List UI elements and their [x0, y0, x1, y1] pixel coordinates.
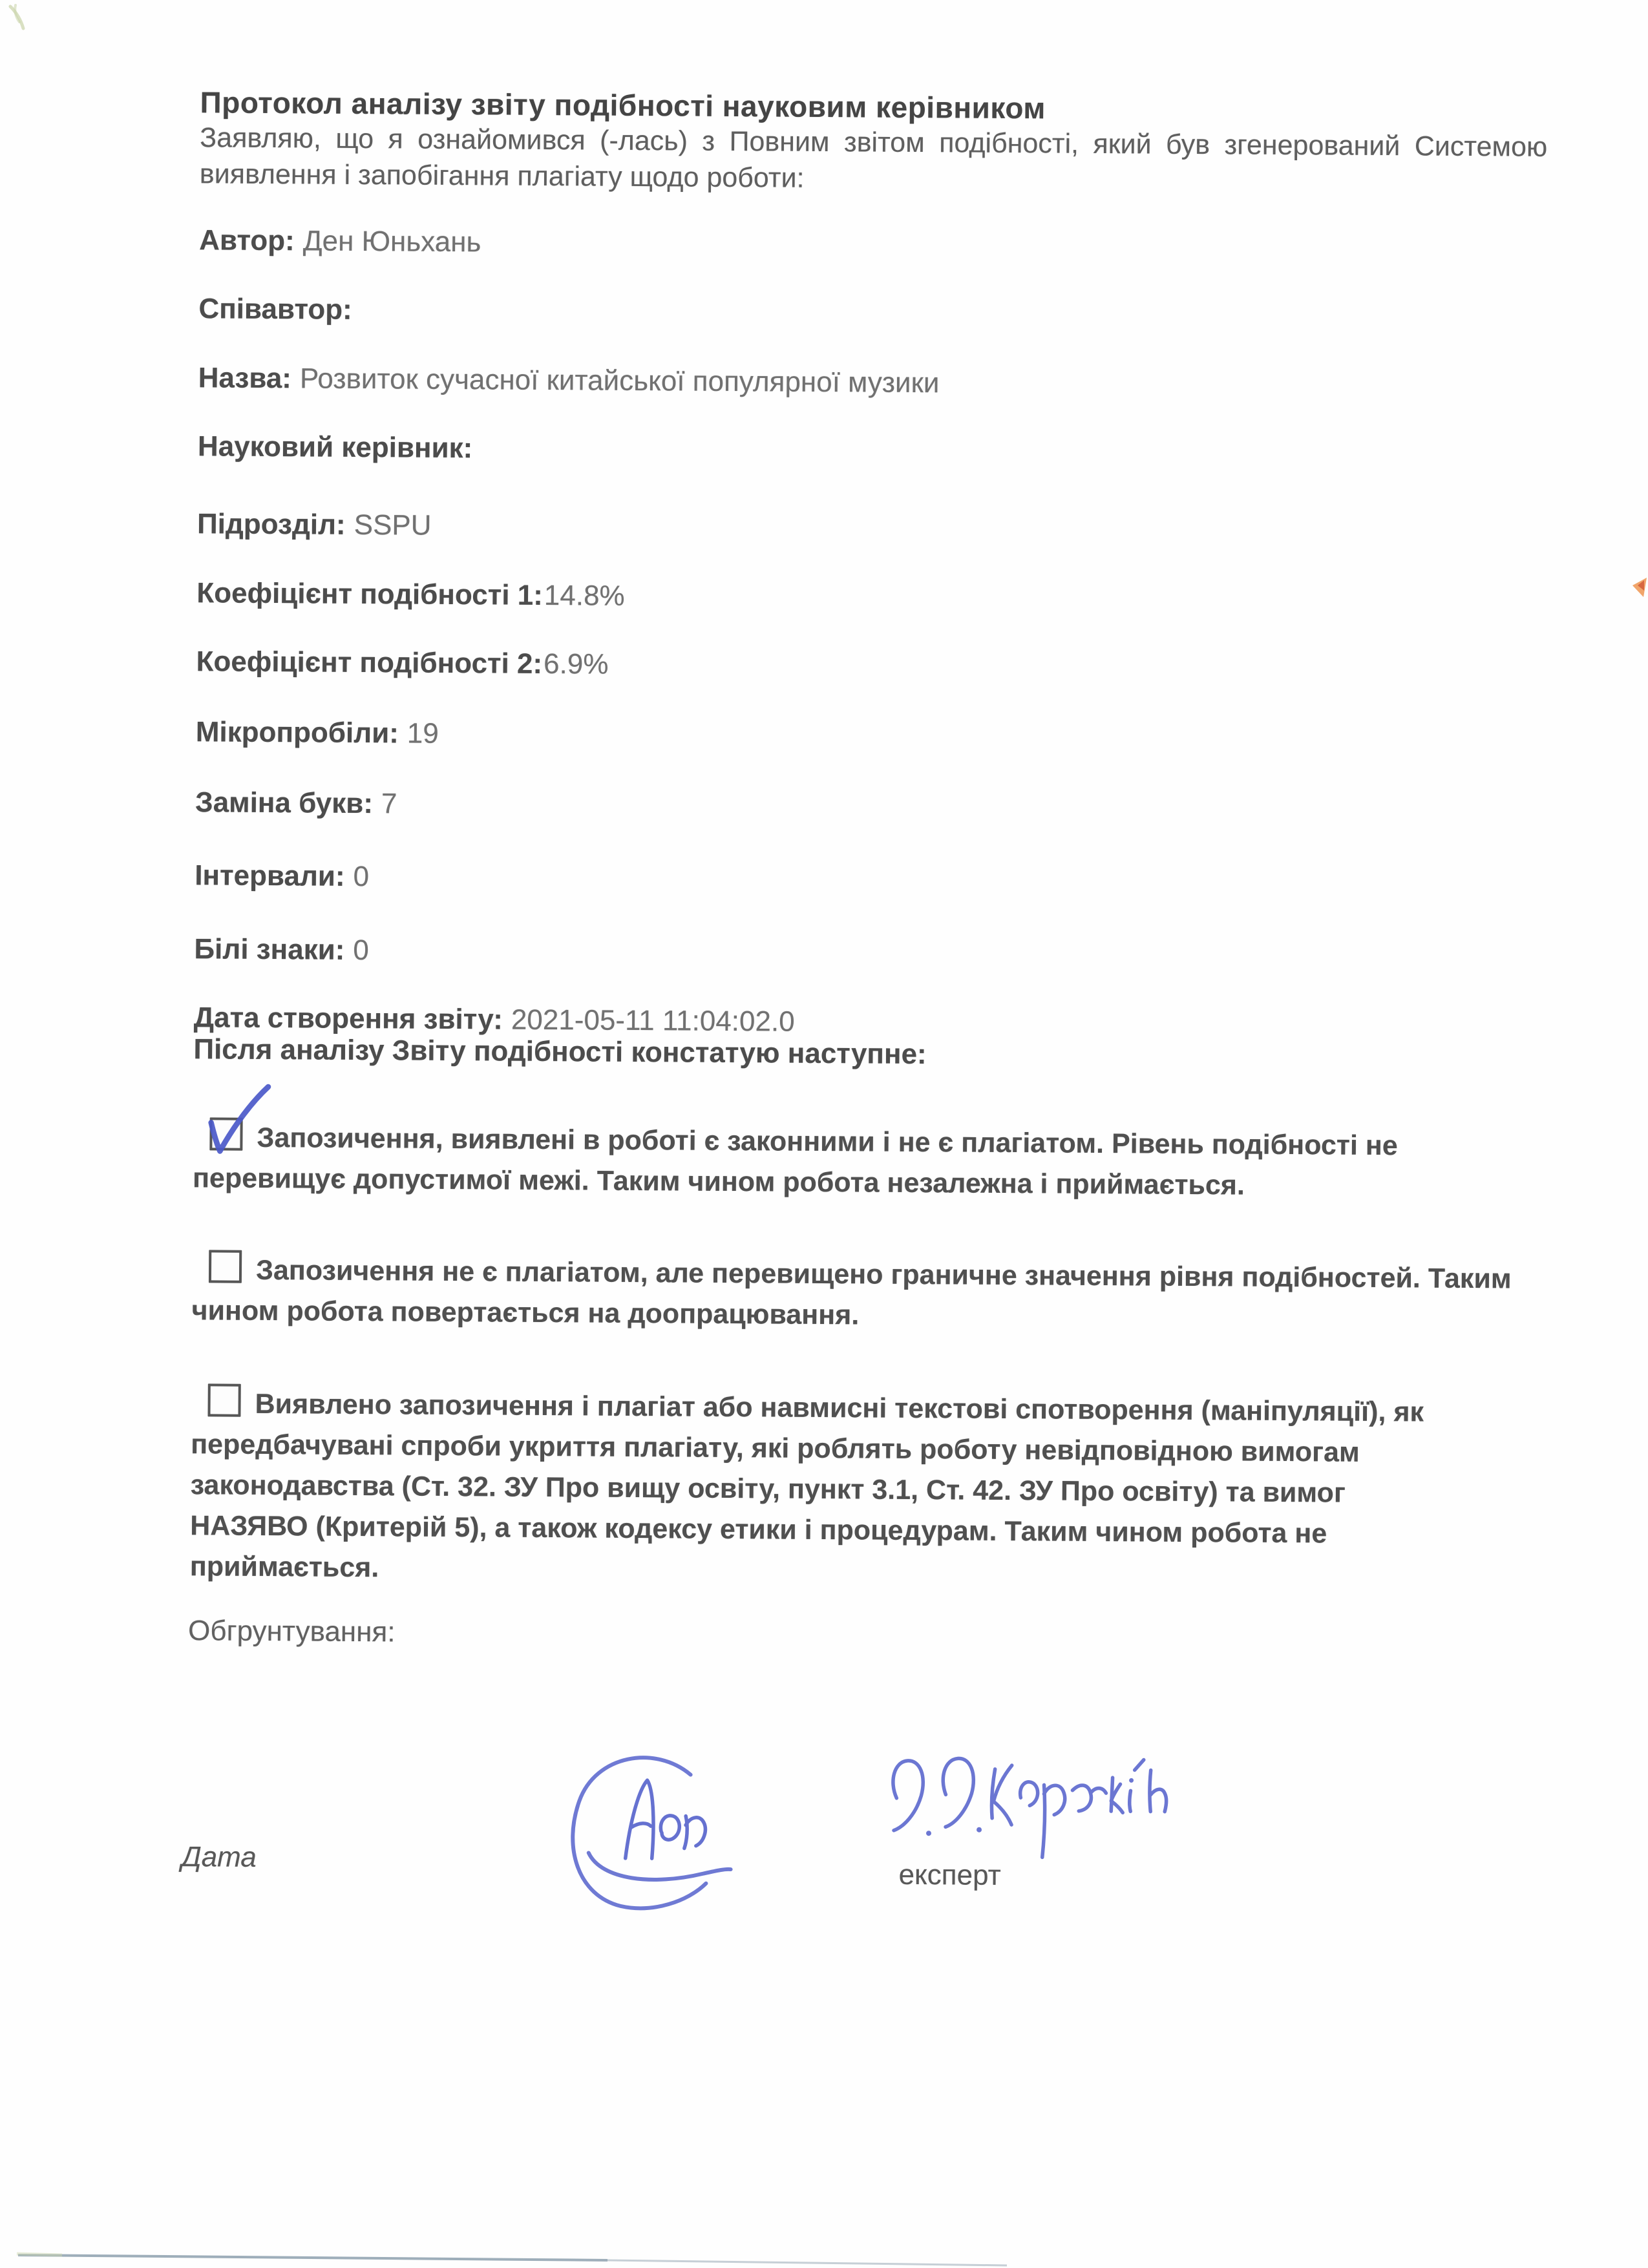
field-author: [199, 224, 481, 258]
option-text: Запозичення, виявлені в роботі є законними і не є плагіатом. Рівень подібності не перевищує допустимої межі. Таким чином робота незалежна і приймається.: [192, 1122, 1398, 1201]
expert-label: експерт: [898, 1858, 1001, 1891]
field-label: Інтервали:: [195, 859, 345, 892]
field-work-title: [198, 362, 940, 399]
checkbox-option-2: [209, 1250, 242, 1283]
field-white-signs: [194, 933, 369, 967]
field-value: 7: [381, 788, 397, 820]
date-label: Дата: [181, 1841, 257, 1873]
field-value: 2021-05-11 11:04:02.0: [511, 1003, 795, 1038]
field-similarity-coefficient-1: [196, 577, 625, 613]
field-department: [197, 508, 432, 542]
field-value: SSPU: [354, 509, 432, 541]
field-intervals: [195, 859, 369, 893]
field-label: Білі знаки:: [194, 933, 345, 966]
field-value: Розвиток сучасної китайської популярної музики: [299, 362, 940, 399]
field-label: Назва:: [198, 362, 292, 395]
field-label: Коефіцієнт подібності 1:: [196, 577, 544, 611]
field-label: Дата створення звіту:: [193, 1002, 503, 1036]
field-label: Мікропробіли:: [195, 716, 399, 750]
field-label: Заміна букв:: [195, 786, 374, 820]
justification-label: Обгрунтування:: [187, 1615, 396, 1648]
option-needs-revision: [191, 1250, 1517, 1340]
field-label: Підрозділ:: [196, 508, 346, 541]
option-text: Виявлено запозичення і плагіат або навмисні текстові спотворення (маніпуляції), як передбачувані спроби укриття плагіату, які роблять роботу невідповідною вимогам законодавства (Ст. 32. ЗУ Про вищу освіту, пункт 3.1, Ст. 42. ЗУ Про освіту) та вимог НАЗЯВО (Критерій 5), а також кодексу етики і процедурам. Таким чином робота не приймається.: [189, 1388, 1424, 1584]
field-label: Коефіцієнт подібності 2:: [196, 646, 543, 680]
option-accepted: [193, 1117, 1518, 1208]
field-microspaces: [196, 716, 439, 750]
field-value: 0: [353, 860, 370, 893]
option-text: Запозичення не є плагіатом, але перевищено граничне значення рівня подібностей. Таким чином робота повертається на доопрацювання.: [191, 1254, 1512, 1331]
option-rejected: [190, 1383, 1452, 1596]
field-similarity-coefficient-2: [196, 646, 608, 680]
checkbox-option-3: [207, 1383, 240, 1416]
field-report-date: [194, 1002, 795, 1038]
conclusion-intro: Після аналізу Звіту подібності констатую наступне:: [193, 1033, 927, 1071]
declaration-statement: Заявляю, що я ознайомився (-лась) з Повним звітом подібності, який був згенерований Системою виявлення і запобігання плагіату щодо роботи:: [199, 122, 1548, 194]
field-letter-substitution: [195, 786, 397, 820]
document-title: Протокол аналізу звіту подібності науковим керівником: [200, 85, 1046, 125]
field-value: 6.9%: [543, 647, 609, 680]
field-coauthor: [198, 293, 361, 326]
field-label: Автор:: [199, 224, 295, 257]
field-value: 0: [353, 934, 370, 967]
field-supervisor: [198, 430, 481, 465]
field-label: Співавтор:: [198, 293, 352, 326]
field-value: Ден Юньхань: [302, 225, 481, 258]
field-label: Науковий керівник:: [197, 430, 473, 465]
checkbox-option-1: [209, 1117, 242, 1150]
field-value: 14.8%: [544, 579, 625, 612]
field-value: 19: [407, 717, 439, 750]
